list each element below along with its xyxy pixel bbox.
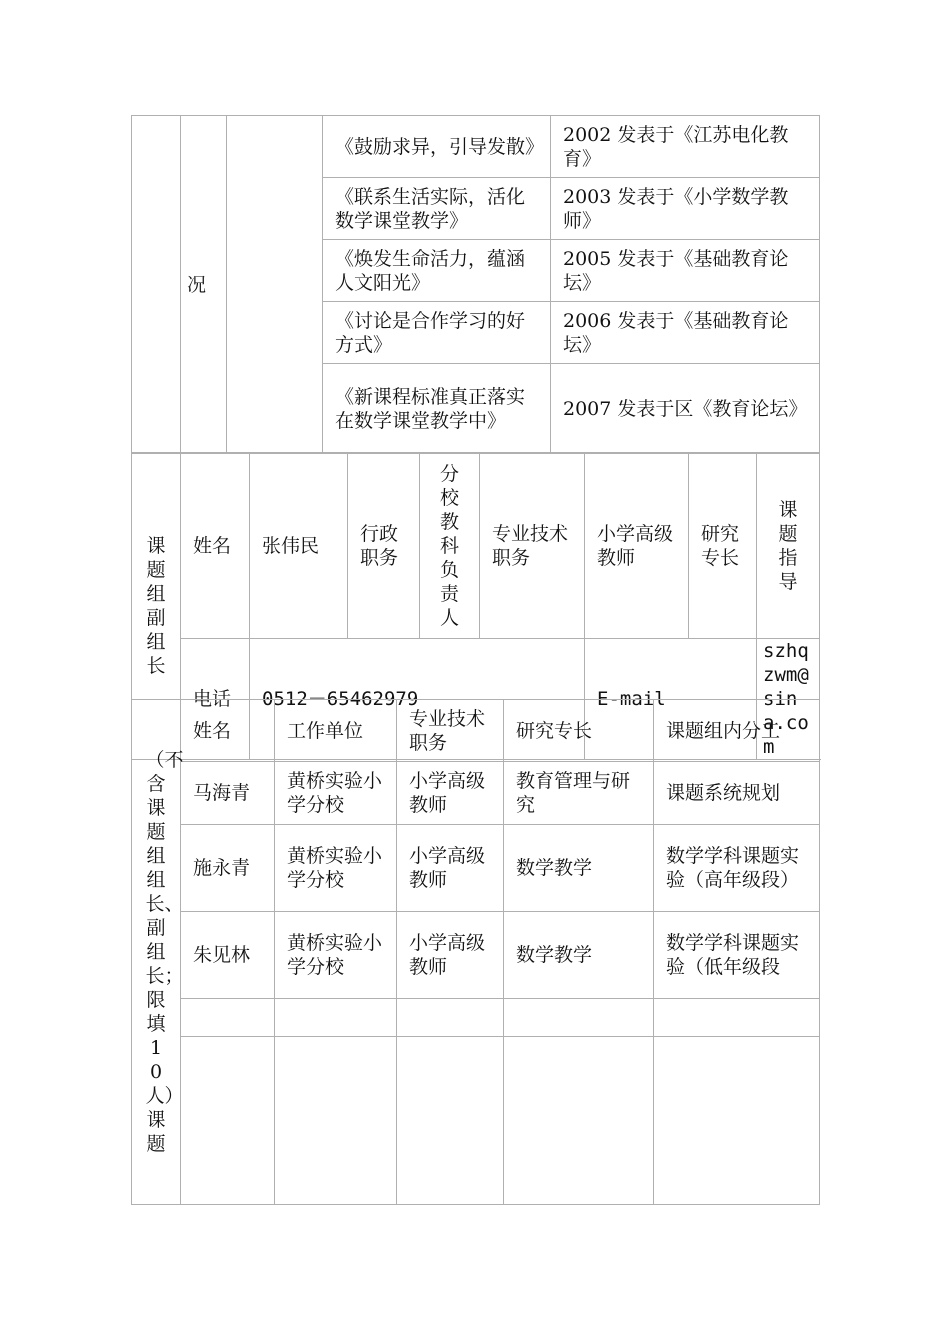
title-value: 小学高级教师 [585,453,689,639]
research-value-cell [757,453,820,639]
header-research: 研究专长 [504,700,654,762]
empty-cell [654,999,820,1037]
publication-title: 《焕发生命活力，蕴涵人文阳光》 [323,240,551,302]
empty-cell [397,999,504,1037]
member-title: 小学高级教师 [397,762,504,825]
member-division: 数学学科课题实验（低年级段 [654,912,820,999]
empty-cell [504,999,654,1037]
member-division: 数学学科课题实验（高年级段） [654,825,820,912]
member-research: 数学教学 [504,912,654,999]
publication-info: 2005 发表于《基础教育论坛》 [551,240,820,302]
publication-title: 《联系生活实际，活化数学课堂教学》 [323,178,551,240]
empty-cell [397,1037,504,1205]
member-division: 课题系统规划 [654,762,820,825]
empty-row [132,999,820,1037]
admin-value-cell [420,453,480,639]
email-label: E-mail [585,639,757,760]
table-row [132,762,820,825]
empty-cell [504,1037,654,1205]
member-unit: 黄桥实验小学分校 [275,762,397,825]
table-row [132,825,820,912]
member-name: 马海青 [181,762,275,825]
member-research: 数学教学 [504,825,654,912]
publication-info: 2002 发表于《江苏电化教育》 [551,116,820,178]
table-row [132,912,820,999]
phone-value: 0512－65462979 [250,639,585,760]
members-section-label-cell [132,700,184,1205]
empty-cell [275,1037,397,1205]
member-title: 小学高级教师 [397,825,504,912]
member-research: 教育管理与研究 [504,762,654,825]
member-unit: 黄桥实验小学分校 [275,912,397,999]
header-title: 专业技术职务 [397,700,504,762]
empty-cell [181,1037,275,1205]
empty-row [132,1037,820,1205]
header-unit: 工作单位 [275,700,397,762]
title-label: 专业技术职务 [480,453,585,639]
empty-cell [181,999,275,1037]
publication-title: 《鼓励求异，引导发散》 [323,116,551,178]
publication-info: 2006 发表于《基础教育论坛》 [551,302,820,364]
publications-side-label: 况 [181,116,227,454]
header-name: 姓名 [181,700,275,762]
admin-label: 行政职务 [348,453,420,639]
members-table [131,699,820,1205]
deputy-section-label: 课题组副组长 [146,535,166,677]
name-label: 姓名 [181,453,250,639]
publications-table [131,115,820,454]
research-label: 研究专长 [689,453,757,639]
blank-cell [227,116,323,454]
phone-label: 电话 [181,639,250,760]
research-value: 课题指导 [778,498,798,593]
publication-title: 《讨论是合作学习的好方式》 [323,302,551,364]
member-name: 朱见林 [181,912,275,999]
member-unit: 黄桥实验小学分校 [275,825,397,912]
publication-info: 2007 发表于区《教育论坛》 [551,364,820,454]
member-name: 施永青 [181,825,275,912]
admin-value: 分校教科负责人 [439,462,459,629]
blank-cell [132,116,181,454]
deputy-name: 张伟民 [250,453,348,639]
members-section-label: （不含课题组组长、副组长；限填10人）课题 [145,749,184,1155]
member-title: 小学高级教师 [397,912,504,999]
empty-cell [654,1037,820,1205]
empty-cell [275,999,397,1037]
publication-title: 《新课程标准真正落实在数学课堂教学中》 [323,364,551,454]
publication-info: 2003 发表于《小学数学教师》 [551,178,820,240]
email-value: szhqzwm@sina.com [757,639,820,760]
header-division: 课题组内分工 [654,700,820,762]
